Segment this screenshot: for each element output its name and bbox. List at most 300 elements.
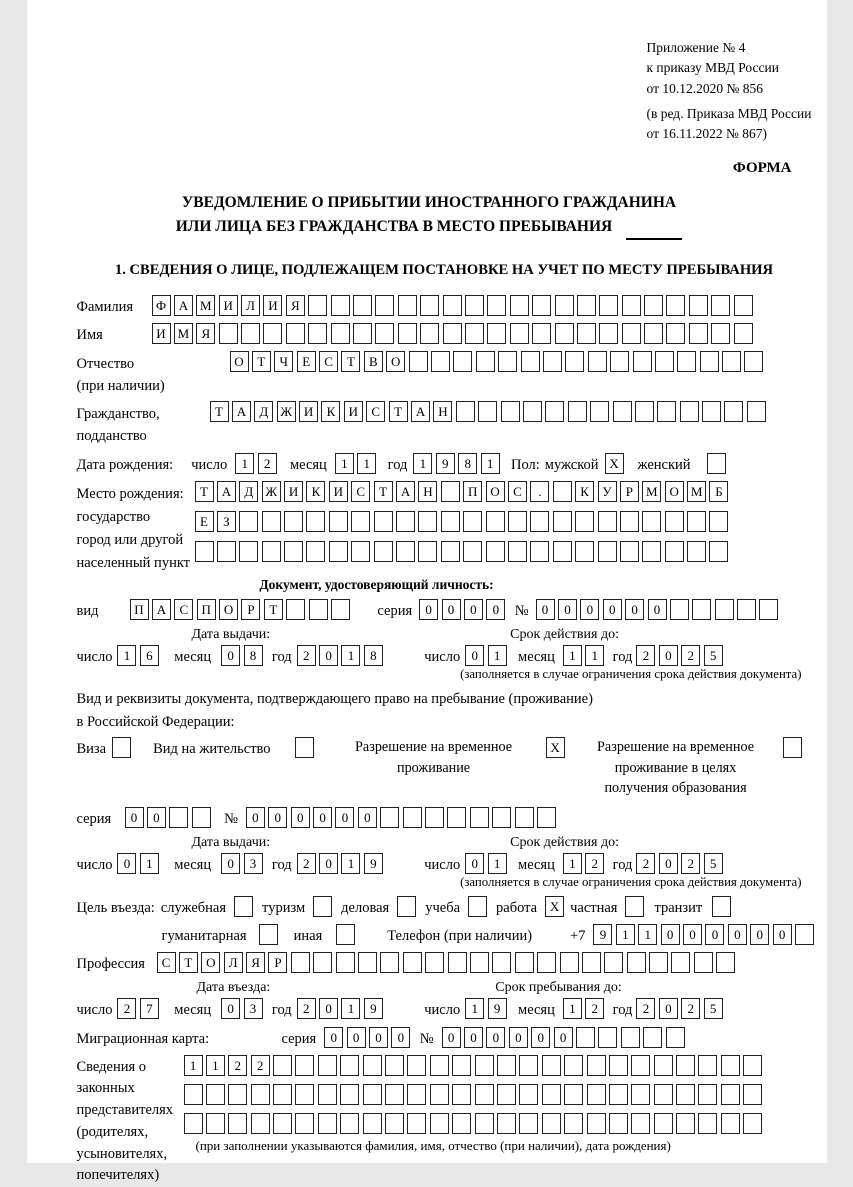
char-box[interactable]	[698, 1084, 717, 1105]
char-box[interactable]	[206, 1084, 225, 1105]
char-box[interactable]: 0	[291, 807, 310, 828]
char-box[interactable]: 1	[341, 645, 360, 666]
char-box[interactable]	[553, 511, 572, 532]
char-box[interactable]: 0	[554, 1027, 573, 1048]
char-box[interactable]: 0	[728, 924, 747, 945]
char-box[interactable]	[340, 1113, 359, 1134]
char-box[interactable]	[587, 1084, 606, 1105]
char-box[interactable]: 0	[147, 807, 166, 828]
char-box[interactable]	[219, 323, 238, 344]
char-box[interactable]	[331, 323, 350, 344]
char-box[interactable]	[452, 1055, 471, 1076]
char-box[interactable]: 0	[358, 807, 377, 828]
char-box[interactable]	[487, 295, 506, 316]
purpose-business-checkbox[interactable]	[397, 896, 416, 917]
char-box[interactable]	[609, 1055, 628, 1076]
char-box[interactable]	[463, 511, 482, 532]
char-box[interactable]	[545, 401, 564, 422]
char-box[interactable]: 0	[419, 599, 438, 620]
char-box[interactable]	[407, 1084, 426, 1105]
char-box[interactable]	[677, 351, 696, 372]
char-box[interactable]: 2	[681, 853, 700, 874]
char-box[interactable]	[465, 295, 484, 316]
sex-female-checkbox[interactable]	[707, 453, 726, 474]
char-box[interactable]: И	[219, 295, 238, 316]
char-box[interactable]	[702, 401, 721, 422]
char-box[interactable]	[169, 807, 188, 828]
char-box[interactable]	[553, 481, 572, 502]
char-box[interactable]	[476, 351, 495, 372]
char-box[interactable]: 9	[436, 453, 455, 474]
char-box[interactable]: 0	[125, 807, 144, 828]
char-box[interactable]	[631, 1084, 650, 1105]
char-box[interactable]	[239, 511, 258, 532]
char-box[interactable]	[251, 1113, 270, 1134]
char-box[interactable]: М	[687, 481, 706, 502]
char-box[interactable]: Т	[341, 351, 360, 372]
char-box[interactable]	[666, 295, 685, 316]
char-box[interactable]: 0	[369, 1027, 388, 1048]
char-box[interactable]	[530, 511, 549, 532]
char-box[interactable]	[430, 1055, 449, 1076]
char-box[interactable]: К	[321, 401, 340, 422]
char-box[interactable]	[644, 295, 663, 316]
char-box[interactable]	[380, 952, 399, 973]
purpose-private-checkbox[interactable]	[625, 896, 644, 917]
char-box[interactable]	[306, 511, 325, 532]
char-box[interactable]	[537, 952, 556, 973]
char-box[interactable]: Ж	[262, 481, 281, 502]
char-box[interactable]: 1	[413, 453, 432, 474]
char-box[interactable]	[448, 952, 467, 973]
char-box[interactable]: Т	[264, 599, 283, 620]
char-box[interactable]	[447, 807, 466, 828]
sex-male-checkbox[interactable]: X	[605, 453, 624, 474]
char-box[interactable]: 0	[319, 853, 338, 874]
char-box[interactable]: 1	[184, 1055, 203, 1076]
char-box[interactable]: Т	[195, 481, 214, 502]
char-box[interactable]	[375, 323, 394, 344]
char-box[interactable]	[532, 323, 551, 344]
char-box[interactable]: А	[152, 599, 171, 620]
char-box[interactable]	[492, 952, 511, 973]
char-box[interactable]	[284, 541, 303, 562]
char-box[interactable]: 2	[258, 453, 277, 474]
char-box[interactable]	[407, 1055, 426, 1076]
char-box[interactable]	[206, 1113, 225, 1134]
char-box[interactable]: 9	[364, 853, 383, 874]
char-box[interactable]	[622, 323, 641, 344]
char-box[interactable]	[452, 1084, 471, 1105]
char-box[interactable]	[621, 1027, 640, 1048]
char-box[interactable]: 0	[246, 807, 265, 828]
char-box[interactable]	[353, 295, 372, 316]
char-box[interactable]	[251, 1084, 270, 1105]
char-box[interactable]: 0	[313, 807, 332, 828]
char-box[interactable]	[698, 1113, 717, 1134]
char-box[interactable]: 2	[681, 998, 700, 1019]
char-box[interactable]: 0	[221, 645, 240, 666]
char-box[interactable]	[620, 541, 639, 562]
char-box[interactable]: И	[284, 481, 303, 502]
char-box[interactable]: 2	[297, 998, 316, 1019]
char-box[interactable]: Т	[389, 401, 408, 422]
char-box[interactable]	[396, 511, 415, 532]
char-box[interactable]	[613, 401, 632, 422]
char-box[interactable]: И	[263, 295, 282, 316]
char-box[interactable]	[195, 541, 214, 562]
char-box[interactable]: 1	[488, 645, 507, 666]
char-box[interactable]: 0	[661, 924, 680, 945]
char-box[interactable]	[555, 323, 574, 344]
char-box[interactable]	[604, 952, 623, 973]
char-box[interactable]	[441, 541, 460, 562]
char-box[interactable]: Ж	[277, 401, 296, 422]
char-box[interactable]: 1	[341, 998, 360, 1019]
char-box[interactable]	[385, 1113, 404, 1134]
char-box[interactable]	[587, 1055, 606, 1076]
char-box[interactable]	[519, 1084, 538, 1105]
char-box[interactable]	[568, 401, 587, 422]
char-box[interactable]: 9	[364, 998, 383, 1019]
char-box[interactable]: 0	[347, 1027, 366, 1048]
char-box[interactable]	[698, 1055, 717, 1076]
char-box[interactable]	[564, 1055, 583, 1076]
char-box[interactable]: 0	[335, 807, 354, 828]
char-box[interactable]: 0	[705, 924, 724, 945]
char-box[interactable]	[425, 807, 444, 828]
char-box[interactable]: Я	[196, 323, 215, 344]
char-box[interactable]	[262, 541, 281, 562]
char-box[interactable]	[631, 1055, 650, 1076]
char-box[interactable]: Т	[179, 952, 198, 973]
char-box[interactable]: 1	[357, 453, 376, 474]
char-box[interactable]	[263, 323, 282, 344]
char-box[interactable]	[644, 323, 663, 344]
char-box[interactable]: 2	[681, 645, 700, 666]
char-box[interactable]	[598, 511, 617, 532]
char-box[interactable]	[692, 599, 711, 620]
char-box[interactable]: И	[299, 401, 318, 422]
char-box[interactable]	[453, 351, 472, 372]
char-box[interactable]	[239, 541, 258, 562]
char-box[interactable]	[441, 511, 460, 532]
char-box[interactable]: Н	[418, 481, 437, 502]
char-box[interactable]: А	[411, 401, 430, 422]
char-box[interactable]: 0	[391, 1027, 410, 1048]
char-box[interactable]	[689, 295, 708, 316]
char-box[interactable]: Н	[433, 401, 452, 422]
char-box[interactable]	[486, 541, 505, 562]
char-box[interactable]	[542, 1084, 561, 1105]
char-box[interactable]	[409, 351, 428, 372]
purpose-work-checkbox[interactable]: X	[545, 896, 564, 917]
char-box[interactable]	[620, 511, 639, 532]
char-box[interactable]: Л	[241, 295, 260, 316]
char-box[interactable]: П	[197, 599, 216, 620]
char-box[interactable]	[711, 323, 730, 344]
char-box[interactable]: 0	[442, 599, 461, 620]
char-box[interactable]: 1	[117, 645, 136, 666]
char-box[interactable]: 2	[297, 645, 316, 666]
char-box[interactable]	[463, 541, 482, 562]
char-box[interactable]	[642, 511, 661, 532]
char-box[interactable]: 0	[319, 998, 338, 1019]
char-box[interactable]	[498, 351, 517, 372]
char-box[interactable]: 1	[563, 645, 582, 666]
char-box[interactable]	[598, 541, 617, 562]
char-box[interactable]	[291, 952, 310, 973]
char-box[interactable]	[744, 351, 763, 372]
char-box[interactable]	[530, 541, 549, 562]
char-box[interactable]	[553, 541, 572, 562]
char-box[interactable]	[228, 1113, 247, 1134]
char-box[interactable]	[318, 1055, 337, 1076]
char-box[interactable]: 1	[585, 645, 604, 666]
char-box[interactable]	[441, 481, 460, 502]
char-box[interactable]: 0	[659, 998, 678, 1019]
char-box[interactable]: Т	[210, 401, 229, 422]
char-box[interactable]: 1	[616, 924, 635, 945]
char-box[interactable]	[308, 295, 327, 316]
char-box[interactable]: 1	[563, 998, 582, 1019]
char-box[interactable]	[627, 952, 646, 973]
char-box[interactable]: 9	[593, 924, 612, 945]
char-box[interactable]: 2	[585, 998, 604, 1019]
char-box[interactable]: Л	[224, 952, 243, 973]
char-box[interactable]: 8	[244, 645, 263, 666]
char-box[interactable]	[587, 1113, 606, 1134]
char-box[interactable]: 0	[625, 599, 644, 620]
char-box[interactable]: К	[575, 481, 594, 502]
char-box[interactable]	[590, 401, 609, 422]
char-box[interactable]: С	[319, 351, 338, 372]
char-box[interactable]: 8	[364, 645, 383, 666]
purpose-other-checkbox[interactable]	[336, 924, 355, 945]
char-box[interactable]: Б	[709, 481, 728, 502]
char-box[interactable]	[716, 952, 735, 973]
char-box[interactable]	[577, 323, 596, 344]
char-box[interactable]	[363, 1084, 382, 1105]
char-box[interactable]	[795, 924, 814, 945]
char-box[interactable]	[318, 1113, 337, 1134]
char-box[interactable]: О	[386, 351, 405, 372]
char-box[interactable]	[375, 295, 394, 316]
char-box[interactable]	[515, 807, 534, 828]
char-box[interactable]	[284, 511, 303, 532]
char-box[interactable]	[700, 351, 719, 372]
char-box[interactable]	[689, 323, 708, 344]
char-box[interactable]: 0	[659, 645, 678, 666]
char-box[interactable]	[722, 351, 741, 372]
char-box[interactable]	[420, 295, 439, 316]
char-box[interactable]	[666, 1027, 685, 1048]
char-box[interactable]	[709, 541, 728, 562]
char-box[interactable]	[657, 401, 676, 422]
char-box[interactable]	[273, 1113, 292, 1134]
char-box[interactable]: 0	[319, 645, 338, 666]
purpose-study-checkbox[interactable]	[468, 896, 487, 917]
char-box[interactable]	[184, 1113, 203, 1134]
visa-checkbox[interactable]	[112, 737, 131, 758]
char-box[interactable]: 0	[683, 924, 702, 945]
char-box[interactable]	[478, 401, 497, 422]
char-box[interactable]: 8	[458, 453, 477, 474]
char-box[interactable]	[715, 599, 734, 620]
char-box[interactable]	[340, 1055, 359, 1076]
char-box[interactable]	[759, 599, 778, 620]
char-box[interactable]	[508, 511, 527, 532]
char-box[interactable]	[537, 807, 556, 828]
char-box[interactable]	[295, 1113, 314, 1134]
char-box[interactable]: 0	[464, 1027, 483, 1048]
char-box[interactable]	[576, 1027, 595, 1048]
char-box[interactable]	[635, 401, 654, 422]
char-box[interactable]	[487, 323, 506, 344]
char-box[interactable]	[443, 323, 462, 344]
char-box[interactable]: 2	[228, 1055, 247, 1076]
char-box[interactable]	[403, 807, 422, 828]
char-box[interactable]: 1	[341, 853, 360, 874]
char-box[interactable]: 0	[536, 599, 555, 620]
char-box[interactable]: 9	[488, 998, 507, 1019]
char-box[interactable]: 1	[140, 853, 159, 874]
char-box[interactable]	[643, 1027, 662, 1048]
char-box[interactable]: Р	[241, 599, 260, 620]
char-box[interactable]: 0	[442, 1027, 461, 1048]
char-box[interactable]: У	[598, 481, 617, 502]
char-box[interactable]	[510, 323, 529, 344]
char-box[interactable]	[631, 1113, 650, 1134]
char-box[interactable]	[510, 295, 529, 316]
char-box[interactable]: О	[665, 481, 684, 502]
char-box[interactable]	[666, 323, 685, 344]
char-box[interactable]	[609, 1113, 628, 1134]
char-box[interactable]: Р	[268, 952, 287, 973]
char-box[interactable]	[676, 1113, 695, 1134]
char-box[interactable]	[519, 1113, 538, 1134]
char-box[interactable]: 1	[563, 853, 582, 874]
char-box[interactable]	[217, 541, 236, 562]
char-box[interactable]	[575, 511, 594, 532]
char-box[interactable]	[649, 952, 668, 973]
char-box[interactable]	[642, 541, 661, 562]
char-box[interactable]: М	[196, 295, 215, 316]
char-box[interactable]	[336, 952, 355, 973]
char-box[interactable]	[687, 511, 706, 532]
char-box[interactable]	[295, 1084, 314, 1105]
char-box[interactable]: О	[486, 481, 505, 502]
char-box[interactable]: 1	[638, 924, 657, 945]
char-box[interactable]: 1	[481, 453, 500, 474]
char-box[interactable]: 0	[465, 645, 484, 666]
char-box[interactable]: П	[130, 599, 149, 620]
char-box[interactable]: 5	[704, 853, 723, 874]
char-box[interactable]: А	[232, 401, 251, 422]
char-box[interactable]	[655, 351, 674, 372]
char-box[interactable]	[331, 599, 350, 620]
char-box[interactable]: 0	[486, 1027, 505, 1048]
char-box[interactable]: Е	[297, 351, 316, 372]
char-box[interactable]: С	[366, 401, 385, 422]
char-box[interactable]	[543, 351, 562, 372]
char-box[interactable]	[501, 401, 520, 422]
char-box[interactable]	[654, 1055, 673, 1076]
char-box[interactable]	[351, 541, 370, 562]
char-box[interactable]	[308, 323, 327, 344]
char-box[interactable]	[560, 952, 579, 973]
char-box[interactable]	[262, 511, 281, 532]
char-box[interactable]	[486, 511, 505, 532]
char-box[interactable]	[407, 1113, 426, 1134]
char-box[interactable]: 5	[704, 645, 723, 666]
char-box[interactable]: 0	[221, 853, 240, 874]
char-box[interactable]: 3	[244, 998, 263, 1019]
char-box[interactable]	[711, 295, 730, 316]
char-box[interactable]	[709, 511, 728, 532]
char-box[interactable]	[609, 1084, 628, 1105]
char-box[interactable]: 2	[636, 645, 655, 666]
char-box[interactable]	[273, 1084, 292, 1105]
char-box[interactable]	[184, 1084, 203, 1105]
char-box[interactable]: И	[329, 481, 348, 502]
char-box[interactable]	[743, 1055, 762, 1076]
char-box[interactable]	[734, 323, 753, 344]
char-box[interactable]	[380, 807, 399, 828]
char-box[interactable]	[318, 1084, 337, 1105]
char-box[interactable]: 2	[636, 998, 655, 1019]
char-box[interactable]: Я	[286, 295, 305, 316]
char-box[interactable]: Т	[252, 351, 271, 372]
char-box[interactable]: 0	[580, 599, 599, 620]
char-box[interactable]	[374, 541, 393, 562]
char-box[interactable]	[470, 807, 489, 828]
char-box[interactable]	[358, 952, 377, 973]
char-box[interactable]	[665, 541, 684, 562]
char-box[interactable]	[418, 541, 437, 562]
char-box[interactable]	[665, 511, 684, 532]
char-box[interactable]	[694, 952, 713, 973]
char-box[interactable]	[363, 1113, 382, 1134]
char-box[interactable]: М	[642, 481, 661, 502]
char-box[interactable]	[497, 1055, 516, 1076]
char-box[interactable]	[610, 351, 629, 372]
char-box[interactable]: 0	[509, 1027, 528, 1048]
char-box[interactable]	[398, 295, 417, 316]
char-box[interactable]	[671, 952, 690, 973]
char-box[interactable]: 0	[465, 853, 484, 874]
char-box[interactable]	[492, 807, 511, 828]
char-box[interactable]: 0	[221, 998, 240, 1019]
char-box[interactable]	[470, 952, 489, 973]
char-box[interactable]	[737, 599, 756, 620]
char-box[interactable]	[676, 1055, 695, 1076]
char-box[interactable]	[430, 1113, 449, 1134]
char-box[interactable]: 0	[486, 599, 505, 620]
char-box[interactable]	[306, 541, 325, 562]
char-box[interactable]	[452, 1113, 471, 1134]
char-box[interactable]	[331, 295, 350, 316]
char-box[interactable]	[313, 952, 332, 973]
char-box[interactable]	[329, 511, 348, 532]
char-box[interactable]	[519, 1055, 538, 1076]
char-box[interactable]	[747, 401, 766, 422]
char-box[interactable]: 1	[488, 853, 507, 874]
char-box[interactable]	[582, 952, 601, 973]
char-box[interactable]	[577, 295, 596, 316]
char-box[interactable]	[542, 1113, 561, 1134]
char-box[interactable]	[420, 323, 439, 344]
